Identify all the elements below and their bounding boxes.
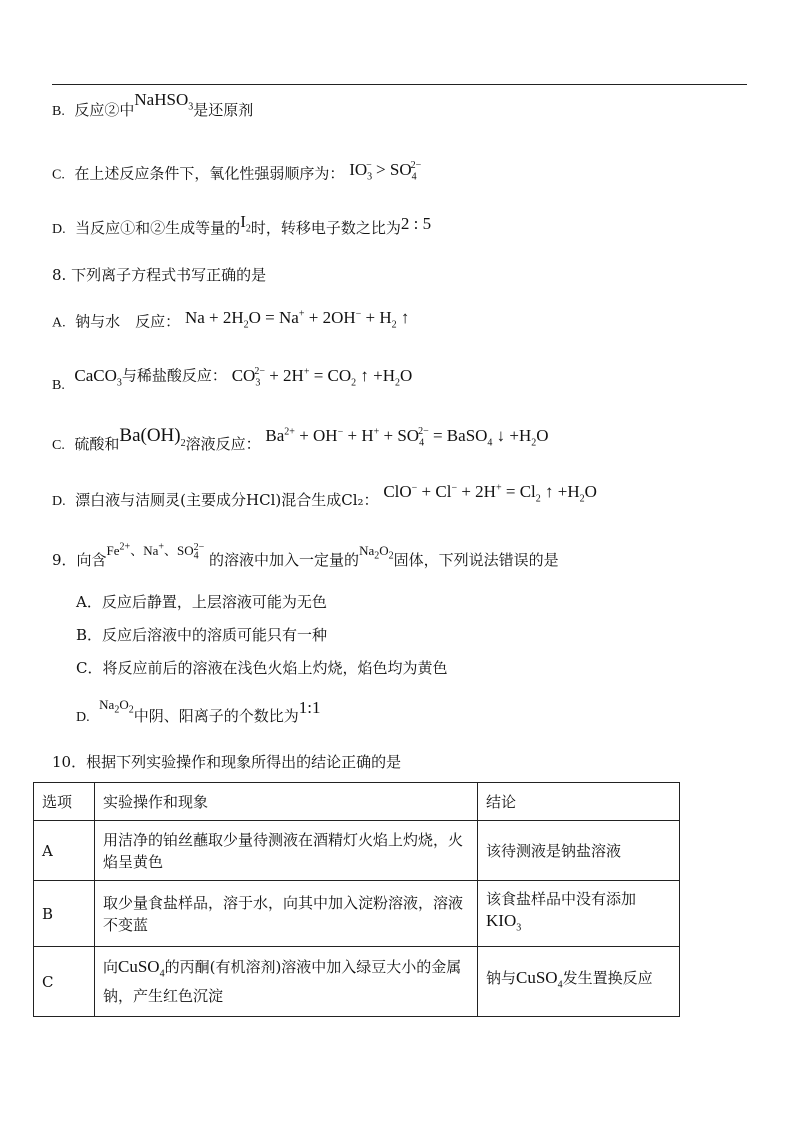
- table-row: [34, 881, 680, 947]
- option-text: 中阴、阳离子的个数比为: [133, 707, 299, 725]
- table-header-row: [34, 783, 680, 821]
- formula: NaHSO$_3$: [134, 90, 194, 113]
- table-cell-option: A: [34, 821, 95, 881]
- question-text: 的溶液中加入一定量的: [209, 551, 360, 570]
- equation: $Ba^{2+} + OH^- + H^+ + SO_4^{2-}$ = BaSO$_4$ ↓ $+H_2O$: [265, 425, 549, 449]
- option-label: B.: [52, 104, 65, 119]
- q9-option-a: A．反应后静置，上层溶液可能为无色: [76, 593, 327, 611]
- option-text: 反应②中: [74, 101, 135, 119]
- q8-option-b: [52, 362, 412, 393]
- option-label: D.: [76, 710, 90, 725]
- question-text: 固体，下列说法错误的是: [393, 551, 559, 570]
- question-10-stem: 10．根据下列实验操作和现象所得出的结论正确的是: [52, 753, 402, 771]
- formula: $IO_3^- > SO_4^{2-}$: [349, 159, 422, 183]
- formula: $Ba(OH)_2$: [119, 424, 186, 449]
- option-text: 是还原剂: [193, 101, 254, 119]
- option-text: 钠与水 反应：: [75, 312, 181, 331]
- option-text: 溶液反应：: [185, 434, 261, 453]
- option-text: 在上述反应条件下，氧化性强弱顺序为：: [74, 164, 345, 183]
- ratio: 1:1: [298, 698, 321, 717]
- q8-option-a: [52, 308, 409, 339]
- option-label: D.: [52, 222, 66, 237]
- experiment-table: [33, 782, 680, 1017]
- option-text: 漂白液与洁厕灵(主要成分HCl)混合生成Cl₂：: [75, 490, 379, 509]
- option-label: A.: [52, 315, 66, 331]
- option-text: 硫酸和: [74, 434, 120, 453]
- option-label: B.: [52, 377, 65, 393]
- ratio: 2 : 5: [400, 214, 432, 233]
- option-b: [52, 90, 254, 127]
- formula: CaCO$_3$: [74, 365, 122, 389]
- equation: $Na + 2H_2O = Na^+ + 2OH^- + H_2$ ↑: [184, 307, 410, 331]
- header-rule: [52, 84, 747, 85]
- table-header: 实验操作和现象: [95, 783, 478, 821]
- formula: $Na_2O_2$: [99, 697, 134, 716]
- option-d: [52, 212, 432, 245]
- table-row: [34, 947, 680, 1017]
- formula: $I_2$: [240, 212, 251, 235]
- option-text: 当反应①和②生成等量的: [75, 219, 241, 237]
- option-label: D.: [52, 493, 66, 509]
- q9-option-b: B．反应后溶液中的溶质可能只有一种: [76, 626, 328, 644]
- question-text: 9．向含: [52, 551, 107, 570]
- table-header: 选项: [34, 783, 95, 821]
- table-cell-conclusion: 钠与CuSO$_4$发生置换反应: [478, 947, 680, 1017]
- question-8-stem: 8. 下列离子方程式书写正确的是: [52, 266, 267, 284]
- option-label: C.: [52, 167, 65, 183]
- table-cell-operation: 取少量食盐样品，溶于水，向其中加入淀粉溶液，溶液不变蓝: [95, 881, 478, 947]
- q8-option-d: [52, 478, 597, 509]
- q9-option-c: C．将反应前后的溶液在浅色火焰上灼烧，焰色均为黄色: [76, 659, 448, 677]
- q8-option-c: [52, 422, 549, 453]
- ions: $Fe^{2+}$、Na+、$SO_4^{2-}$: [106, 542, 205, 562]
- option-c: [52, 160, 421, 191]
- table-cell-operation: 用洁净的铂丝蘸取少量待测液在酒精灯火焰上灼烧，火焰呈黄色: [95, 821, 478, 881]
- table-cell-operation: 向CuSO$_4$的丙酮(有机溶剂)溶液中加入绿豆大小的金属钠，产生红色沉淀: [95, 947, 478, 1017]
- formula: $Na_2O_2$: [359, 543, 394, 562]
- question-9-stem: [52, 542, 559, 571]
- option-label: C.: [52, 437, 65, 453]
- equation: $CO_3^{2-} + 2H^+ = CO_2$ ↑ $+H_2O$: [231, 365, 413, 389]
- table-cell-option: B: [34, 881, 95, 947]
- table-header: 结论: [478, 783, 680, 821]
- table-cell-conclusion: 该食盐样品中没有添加 $KIO_3$: [478, 881, 680, 947]
- table-cell-conclusion: 该待测液是钠盐溶液: [478, 821, 680, 881]
- option-text: 时，转移电子数之比为: [250, 219, 401, 237]
- option-text: 与稀盐酸反应：: [121, 366, 227, 385]
- q9-option-d: [76, 696, 320, 723]
- table-row: [34, 821, 680, 881]
- equation: $ClO^- + Cl^- + 2H^+ = Cl_2$ ↑ $+H_2O$: [383, 481, 597, 505]
- table-cell-option: C: [34, 947, 95, 1017]
